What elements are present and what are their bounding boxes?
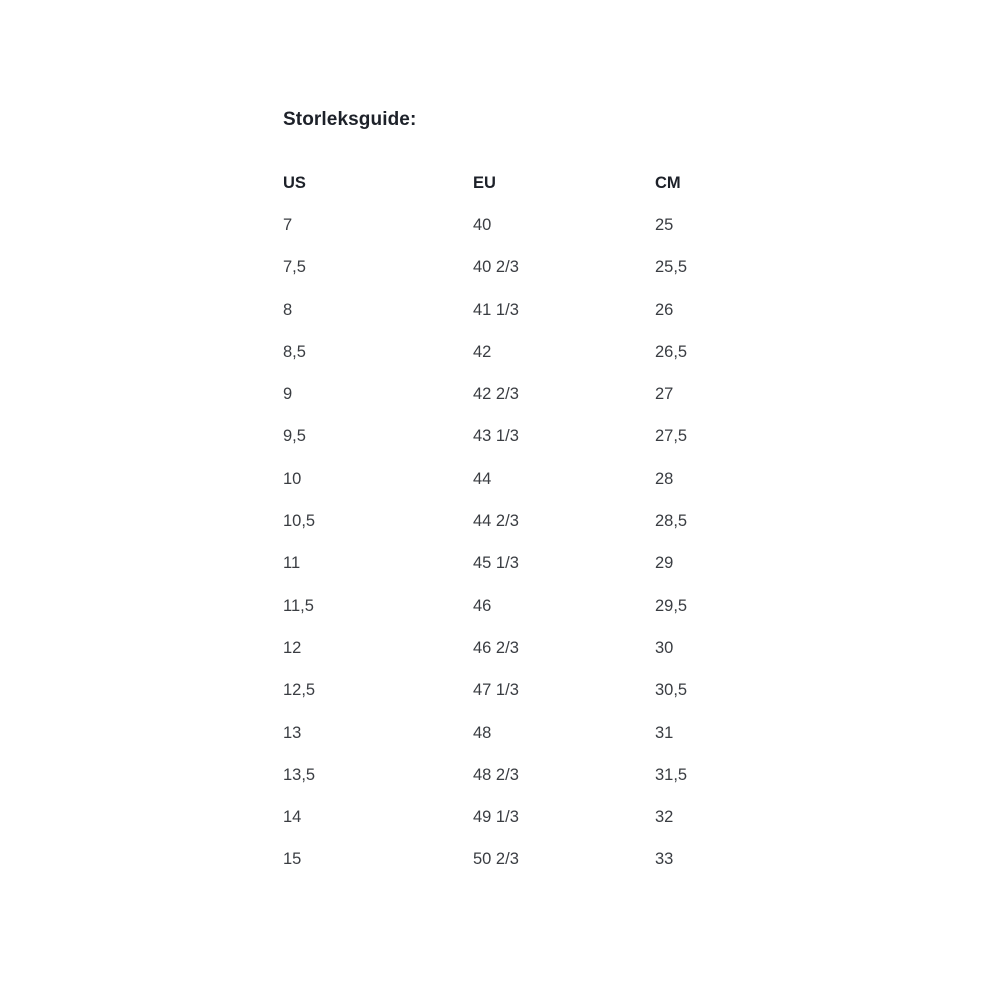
table-cell: 9,5 bbox=[283, 427, 306, 446]
table-row bbox=[283, 373, 735, 415]
table-cell: 40 bbox=[473, 215, 492, 234]
table-row bbox=[283, 670, 735, 712]
table-cell: 11,5 bbox=[283, 596, 314, 615]
table-cell: 12 bbox=[283, 638, 302, 657]
table-cell: 15 bbox=[283, 850, 302, 869]
table-cell: 10,5 bbox=[283, 512, 316, 531]
table-row bbox=[283, 543, 735, 585]
table-cell: 29,5 bbox=[655, 596, 688, 615]
table-cell: 8 bbox=[283, 300, 293, 319]
table-row bbox=[283, 289, 735, 331]
table-cell: 50 2/3 bbox=[473, 850, 519, 869]
table-row bbox=[283, 331, 735, 373]
table-row bbox=[283, 500, 735, 542]
table-row bbox=[283, 204, 735, 246]
header-cm: CM bbox=[655, 173, 681, 192]
table-cell: 28 bbox=[655, 469, 674, 488]
table-cell: 27,5 bbox=[655, 427, 688, 446]
size-guide-section bbox=[283, 106, 735, 881]
table-cell: 30,5 bbox=[655, 681, 688, 700]
table-cell: 31,5 bbox=[655, 765, 688, 784]
table-row bbox=[283, 458, 735, 500]
table-cell: 49 1/3 bbox=[473, 808, 519, 827]
table-cell: 44 2/3 bbox=[473, 512, 519, 531]
table-cell: 9 bbox=[283, 385, 293, 404]
table-row bbox=[283, 754, 735, 796]
table-cell: 12,5 bbox=[283, 681, 316, 700]
table-row bbox=[283, 416, 735, 458]
table-cell: 25,5 bbox=[655, 258, 688, 277]
table-cell: 48 2/3 bbox=[473, 765, 519, 784]
table-cell: 14 bbox=[283, 808, 302, 827]
table-cell: 47 1/3 bbox=[473, 681, 519, 700]
table-row bbox=[283, 712, 735, 754]
table-cell: 45 1/3 bbox=[473, 554, 519, 573]
table-cell: 40 2/3 bbox=[473, 258, 519, 277]
table-cell: 48 bbox=[473, 723, 492, 742]
size-table-body bbox=[283, 204, 735, 881]
table-cell: 41 1/3 bbox=[473, 300, 519, 319]
table-cell: 13,5 bbox=[283, 765, 316, 784]
table-cell: 26 bbox=[655, 300, 674, 319]
table-cell: 31 bbox=[655, 723, 674, 742]
header-us: US bbox=[283, 173, 306, 192]
table-row bbox=[283, 585, 735, 627]
table-cell: 27 bbox=[655, 385, 674, 404]
table-cell: 13 bbox=[283, 723, 302, 742]
size-guide-title: Storleksguide: bbox=[283, 109, 417, 130]
table-cell: 26,5 bbox=[655, 342, 688, 361]
size-table-header-row bbox=[283, 162, 735, 204]
table-cell: 42 2/3 bbox=[473, 385, 519, 404]
table-cell: 10 bbox=[283, 469, 302, 488]
table-cell: 29 bbox=[655, 554, 674, 573]
size-table bbox=[283, 162, 735, 881]
table-cell: 46 2/3 bbox=[473, 638, 519, 657]
table-cell: 30 bbox=[655, 638, 674, 657]
table-cell: 11 bbox=[283, 554, 301, 573]
header-eu: EU bbox=[473, 173, 496, 192]
table-cell: 7,5 bbox=[283, 258, 306, 277]
table-cell: 44 bbox=[473, 469, 492, 488]
table-cell: 25 bbox=[655, 215, 674, 234]
table-cell: 7 bbox=[283, 215, 293, 234]
table-row bbox=[283, 796, 735, 838]
table-cell: 28,5 bbox=[655, 512, 688, 531]
table-row bbox=[283, 839, 735, 881]
table-row bbox=[283, 627, 735, 669]
table-cell: 8,5 bbox=[283, 342, 306, 361]
table-row bbox=[283, 247, 735, 289]
table-cell: 33 bbox=[655, 850, 674, 869]
table-cell: 42 bbox=[473, 342, 492, 361]
table-cell: 46 bbox=[473, 596, 492, 615]
table-cell: 43 1/3 bbox=[473, 427, 519, 446]
table-cell: 32 bbox=[655, 808, 674, 827]
